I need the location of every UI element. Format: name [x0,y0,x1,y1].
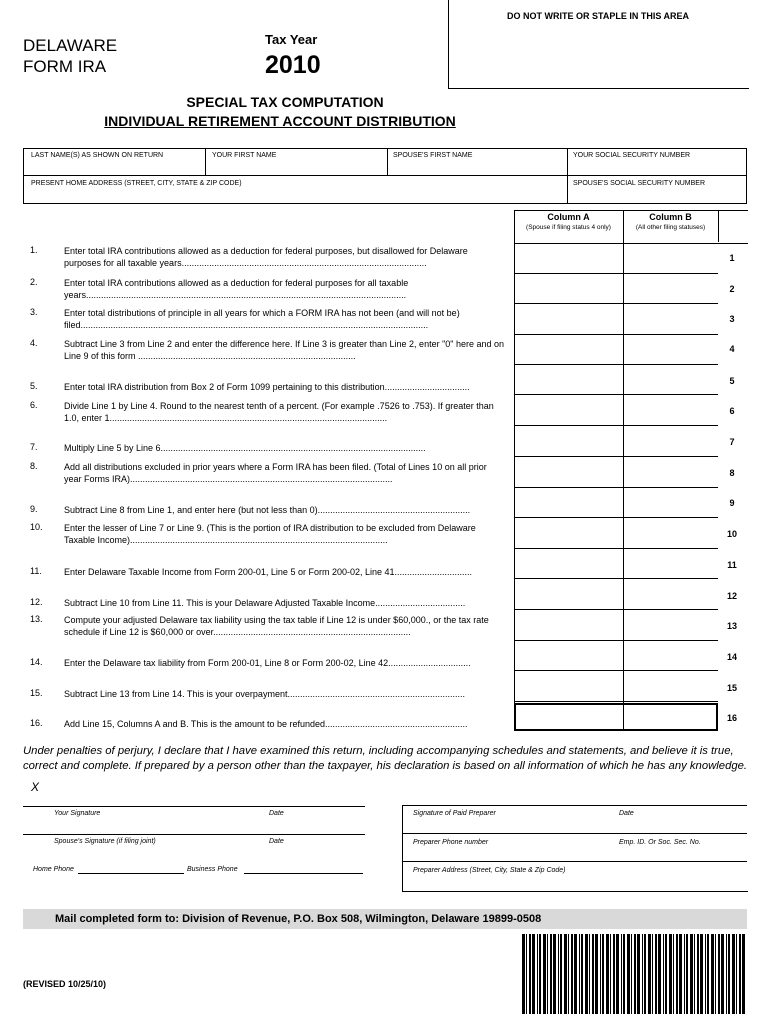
barcode-icon [520,934,746,1014]
divider [514,210,515,730]
line-number: 16. [30,718,43,728]
form-name: FORM IRA [23,57,107,76]
column-b-title: Column B [649,212,692,222]
divider [514,364,718,365]
tax-year: 2010 [265,51,321,79]
spouse-signature-label: Spouse's Signature (if filing joint) [54,838,156,845]
line-text: Compute your adjusted Delaware tax liability using the tax table if Line 12 is under $60,000., or the tax rate schedule if Line 12 is $60,000 or over............................................................................... [64,615,489,637]
spouse-ssn-field[interactable]: SPOUSE'S SOCIAL SECURITY NUMBER [573,180,706,187]
line-number: 14. [30,657,43,667]
home-phone-field[interactable] [78,873,184,874]
column-a-title: Column A [547,212,590,222]
line-text: Enter total distributions of principle in all years for which a FORM IRA has not been (and will not be) filed........................................................................................................................................... [64,308,460,330]
line-ref: 11 [727,560,737,570]
line-number: 7. [30,442,38,452]
spouse-first-name-field[interactable]: SPOUSE'S FIRST NAME [393,152,473,159]
line-ref: 3 [729,314,735,324]
line-ref: 12 [726,591,737,601]
mailing-address-banner [23,909,747,929]
line-ref: 6 [729,406,735,416]
line-number: 3. [30,307,38,317]
line-text: Enter total IRA contributions allowed as a deduction for federal purposes, but disallowed for Delaware purposes for all taxable years.................................................................................................. [64,246,468,268]
state-name: DELAWARE [23,36,118,55]
line-number: 15. [30,688,43,698]
divider [514,670,718,671]
divider [514,701,718,702]
line-ref: 1 [729,253,735,263]
line-number: 2. [30,277,38,287]
divider [402,805,747,806]
line-text: Enter total IRA distribution from Box 2 of Form 1099 pertaining to this distribution.................................. [64,382,470,392]
line-ref: 4 [729,344,735,354]
ssn-field[interactable]: YOUR SOCIAL SECURITY NUMBER [573,152,691,159]
line-ref: 13 [726,621,737,631]
line-text: Multiply Line 5 by Line 6.......................................................................................................... [64,443,426,453]
line-number: 5. [30,381,38,391]
business-phone-field[interactable] [244,873,363,874]
line-ref: 9 [729,498,735,508]
do-not-write-label: DO NOT WRITE OR STAPLE IN THIS AREA [507,11,689,21]
line-ref: 2 [729,284,735,294]
line-text: Enter Delaware Taxable Income from Form 200-01, Line 5 or Form 200-02, Line 41............................... [64,567,473,577]
line-number: 1. [30,245,38,255]
perjury-statement: Under penalties of perjury, I declare that I have examined this return, including accompanying schedules and statements, and believe it is true, correct and complete. If prepared by a person other than the taxpayer, his declaration is based on all information of which he has any knowledge. [23,745,748,772]
form-title: SPECIAL TAX COMPUTATION [186,94,384,110]
divider [514,456,718,457]
line-ref: 14 [726,652,737,662]
date-label: Date [269,810,284,817]
line-number: 10. [30,522,43,532]
revision-date: (REVISED 10/25/10) [23,979,107,989]
divider [514,425,718,426]
divider [718,210,719,242]
line-number: 9. [30,504,38,514]
divider [514,487,718,488]
divider [514,394,718,395]
divider [402,833,747,834]
home-address-field[interactable]: PRESENT HOME ADDRESS (STREET, CITY, STATE & ZIP CODE) [31,180,242,187]
emp-id-label[interactable]: Emp. ID. Or Soc. Sec. No. [619,839,701,846]
preparer-address-label[interactable]: Preparer Address (Street, City, State & Zip Code) [413,867,566,874]
divider [514,334,718,335]
first-name-field[interactable]: YOUR FIRST NAME [212,152,277,159]
tax-year-label: Tax Year [265,32,318,47]
line-text: Subtract Line 10 from Line 11. This is your Delaware Adjusted Taxable Income.................................... [64,598,466,608]
line-text: Subtract Line 13 from Line 14. This is your overpayment....................................................................... [64,689,465,699]
home-phone-label: Home Phone [33,866,74,873]
preparer-box [402,805,748,892]
last-name-field[interactable]: LAST NAME(S) AS SHOWN ON RETURN [31,152,164,159]
line-ref: 16 [726,713,737,723]
form-identity [23,35,117,77]
divider [514,303,718,304]
line-ref: 8 [729,468,735,478]
divider [514,609,718,610]
date-label: Date [269,838,284,845]
line-text: Add all distributions excluded in prior years where a Form IRA has been filed. (Total of Lines 10 on all prior year Forms IRA)......................................................................................................... [64,462,487,484]
line-number: 11. [30,566,42,576]
your-signature-label: Your Signature [54,810,101,817]
line-number: 12. [30,597,43,607]
line-text: Divide Line 1 by Line 4. Round to the nearest tenth of a percent. (For example .7526 to .753). If greater than 1.0, enter 1............................................................................................................... [64,401,494,423]
divider [514,578,718,579]
line-text: Enter the Delaware tax liability from Form 200-01, Line 8 or Form 200-02, Line 42................................. [64,658,471,668]
preparer-phone-label[interactable]: Preparer Phone number [413,839,489,846]
divider [402,861,747,862]
line-text: Subtract Line 3 from Line 2 and enter the difference here. If Line 3 is greater than Line 2, enter "0" here and on Line 9 of this form ....................................................................................... [64,339,505,361]
line-number: 4. [30,338,38,348]
divider [23,175,747,176]
divider [514,273,718,274]
divider [623,210,624,730]
line-number: 8. [30,461,38,471]
mailing-address-text: Mail completed form to: Division of Revenue, P.O. Box 508, Wilmington, Delaware 19899-0508 [55,913,542,925]
line-number: 6. [30,400,38,410]
column-b-subtitle: (All other filing statuses) [635,224,706,231]
signature-x-mark: X [31,780,40,794]
divider [567,148,568,204]
divider [205,148,206,175]
divider [514,640,718,641]
line-ref: 15 [726,683,737,693]
line-ref: 5 [729,376,735,386]
line-number: 13. [30,614,43,624]
line-ref: 7 [729,437,735,447]
divider [387,148,388,175]
refund-amount-box[interactable] [514,703,718,731]
divider [514,548,718,549]
your-signature-line[interactable] [23,806,365,807]
date-label: Date [619,810,634,817]
line-text: Subtract Line 8 from Line 1, and enter here (but not less than 0)............................................................. [64,505,471,515]
spouse-signature-line[interactable] [23,834,365,835]
line-ref: 10 [726,529,737,539]
business-phone-label: Business Phone [187,866,238,873]
divider [514,517,718,518]
line-text: Enter total IRA contributions allowed as a deduction for federal purposes for all taxable years................................................................................................................................ [64,278,409,300]
column-a-subtitle: (Spouse if filing status 4 only) [526,224,611,231]
form-subtitle: INDIVIDUAL RETIREMENT ACCOUNT DISTRIBUTION [104,113,456,129]
preparer-signature-label[interactable]: Signature of Paid Preparer [413,810,496,817]
line-text: Add Line 15, Columns A and B. This is the amount to be refunded......................................................... [64,719,468,729]
line-text: Enter the lesser of Line 7 or Line 9. (This is the portion of IRA distribution to be excluded from Delaware Taxable Income)....................................................................................................... [64,523,476,545]
